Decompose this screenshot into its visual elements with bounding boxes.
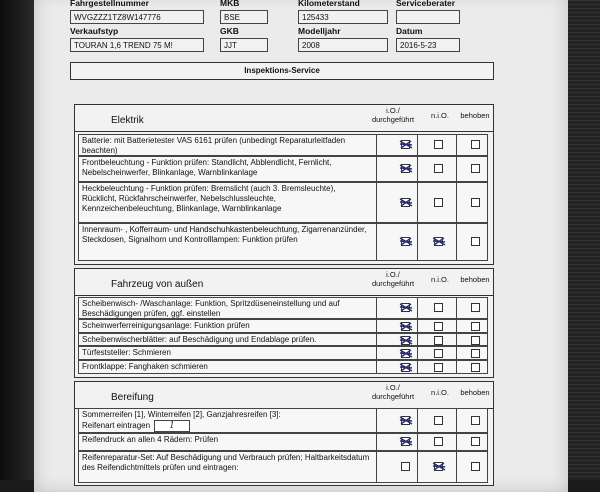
row-text: Scheibenwisch- /Waschanlage: Funktion, Spritzdüseneinstellung und auf Beschädigungen prüfen, ggf. einstellen	[82, 299, 340, 318]
checkbox-behoben[interactable]	[471, 303, 480, 312]
modelljahr-label: Modelljahr	[298, 26, 341, 36]
cell-nio	[417, 135, 456, 155]
cell-io	[376, 334, 417, 345]
section-title: Bereifung	[111, 392, 154, 403]
cell-behoben	[456, 320, 489, 332]
gkb-field: JJT	[220, 38, 268, 52]
checkbox-nio[interactable]	[434, 349, 443, 358]
cell-behoben	[456, 298, 489, 318]
check-mark-icon	[399, 163, 411, 173]
checkbox-behoben[interactable]	[471, 237, 480, 246]
cell-io	[376, 224, 417, 260]
cell-nio	[417, 347, 456, 359]
checkbox-nio[interactable]	[434, 416, 443, 425]
cell-io	[376, 135, 417, 155]
cell-nio	[417, 409, 456, 432]
check-mark-icon	[432, 461, 444, 471]
fahrgestell-label: Fahrgestellnummer	[70, 0, 149, 8]
section-3	[74, 381, 494, 486]
cell-io	[376, 347, 417, 359]
cell-io	[376, 409, 417, 432]
check-mark-icon	[399, 236, 411, 246]
checklist-row	[78, 156, 488, 182]
cell-behoben	[456, 434, 489, 450]
checkbox-behoben[interactable]	[471, 416, 480, 425]
cell-nio	[417, 157, 456, 181]
mkb-field: BSE	[220, 10, 268, 24]
section-header	[75, 105, 493, 132]
tire-type-field[interactable]: 1	[154, 420, 190, 432]
checkbox-behoben[interactable]	[471, 140, 480, 149]
background-left	[0, 0, 34, 480]
check-mark-icon	[399, 436, 411, 446]
cell-io	[376, 434, 417, 450]
col-header-io: i.O./ durchgeführt	[371, 106, 415, 124]
modelljahr-field: 2008	[298, 38, 388, 52]
col-header-behoben: behoben	[460, 388, 490, 397]
checkbox-behoben[interactable]	[471, 336, 480, 345]
cell-behoben	[456, 361, 489, 373]
cell-nio	[417, 434, 456, 450]
checkbox-behoben[interactable]	[471, 462, 480, 471]
cell-nio	[417, 361, 456, 373]
cell-behoben	[456, 183, 489, 222]
row-text: Reifenreparatur-Set: Auf Beschädigung und Verbrauch prüfen; Haltbarkeitsdatum des Reifendichtmittels prüfen und eintragen:	[82, 453, 370, 472]
checklist-row	[78, 360, 488, 374]
cell-io	[376, 183, 417, 222]
verkaufstyp-label: Verkaufstyp	[70, 26, 119, 36]
checklist-row	[78, 182, 488, 223]
cell-nio	[417, 298, 456, 318]
service-field	[396, 10, 460, 24]
checkbox-behoben[interactable]	[471, 363, 480, 372]
col-header-io: i.O./ durchgeführt	[371, 383, 415, 401]
col-header-behoben: behoben	[460, 111, 490, 120]
cell-behoben	[456, 334, 489, 345]
gkb-label: GKB	[220, 26, 239, 36]
section-header	[75, 382, 493, 409]
row-text: Frontbeleuchtung - Funktion prüfen: Standlicht, Abblendlicht, Fernlicht, Nebelscheinwerfer, Blinkanlage, Warnblinkanlage	[82, 158, 332, 177]
checkbox-behoben[interactable]	[471, 164, 480, 173]
cell-nio	[417, 320, 456, 332]
background-right	[568, 0, 600, 480]
row-text: Türfeststeller: Schmieren	[82, 348, 171, 357]
check-mark-icon	[399, 335, 411, 345]
checklist-row	[78, 333, 488, 346]
cell-io	[376, 320, 417, 332]
col-header-behoben: behoben	[460, 275, 490, 284]
row-text: Innenraum- , Kofferraum- und Handschuhkastenbeleuchtung, Zigarrenanzünder, Steckdosen, Signalhorn und Kontrolllampen: Funktion prüfen	[82, 225, 367, 244]
checkbox-behoben[interactable]	[471, 349, 480, 358]
row-text: Scheinwerferreinigungsanlage: Funktion prüfen	[82, 321, 250, 330]
row-text-secondary: Reifenart eintragen	[82, 421, 151, 431]
cell-io	[376, 157, 417, 181]
checkbox-nio[interactable]	[434, 303, 443, 312]
check-mark-icon	[399, 415, 411, 425]
checklist-row	[78, 223, 488, 261]
checkbox-behoben[interactable]	[471, 322, 480, 331]
cell-io	[376, 361, 417, 373]
checklist-row	[78, 451, 488, 483]
check-mark-icon	[399, 348, 411, 358]
cell-behoben	[456, 157, 489, 181]
check-mark-icon	[399, 362, 411, 372]
cell-nio	[417, 224, 456, 260]
col-header-nio: n.i.O.	[431, 111, 449, 120]
checkbox-io[interactable]	[401, 462, 410, 471]
cell-io	[376, 298, 417, 318]
check-mark-icon	[399, 321, 411, 331]
check-mark-icon	[432, 236, 444, 246]
cell-io	[376, 452, 417, 482]
row-text: Scheibenwischerblätter: auf Beschädigung und Endablage prüfen.	[82, 335, 317, 344]
checklist-row	[78, 134, 488, 156]
section-header	[75, 269, 493, 296]
cell-behoben	[456, 347, 489, 359]
checkbox-nio[interactable]	[434, 322, 443, 331]
checkbox-nio[interactable]	[434, 198, 443, 207]
checklist-row	[78, 346, 488, 360]
cell-behoben	[456, 452, 489, 482]
cell-behoben	[456, 135, 489, 155]
mkb-label: MKB	[220, 0, 240, 8]
row-text: Batterie: mit Batterietester VAS 6161 prüfen (unbedingt Reparaturleitfaden beachten)	[82, 136, 346, 155]
checkbox-nio[interactable]	[434, 437, 443, 446]
service-label: Serviceberater	[396, 0, 456, 8]
checkbox-nio[interactable]	[434, 164, 443, 173]
cell-behoben	[456, 224, 489, 260]
cell-nio	[417, 452, 456, 482]
checklist-row	[78, 319, 488, 333]
checkbox-nio[interactable]	[434, 140, 443, 149]
check-mark-icon	[399, 139, 411, 149]
checkbox-behoben[interactable]	[471, 437, 480, 446]
cell-nio	[417, 334, 456, 345]
row-text: Heckbeleuchtung - Funktion prüfen: Bremslicht (auch 3. Bremsleuchte), Rücklicht, Rückfahrscheinwerfer, Nebelschlussleuchte, Kennzeichenbeleuchtung, Blinkanlage, Warnblinkanlage	[82, 184, 336, 213]
row-text: Frontklappe: Fanghaken schmieren	[82, 362, 208, 371]
checkbox-behoben[interactable]	[471, 198, 480, 207]
checkbox-nio[interactable]	[434, 363, 443, 372]
check-mark-icon	[399, 302, 411, 312]
verkaufstyp-field: TOURAN 1,6 TREND 75 M!	[70, 38, 204, 52]
col-header-io: i.O./ durchgeführt	[371, 270, 415, 288]
section-banner: Inspektions-Service	[70, 62, 494, 80]
km-field: 125433	[298, 10, 388, 24]
datum-label: Datum	[396, 26, 423, 36]
checklist-row	[78, 297, 488, 319]
checklist-row	[78, 433, 488, 451]
col-header-nio: n.i.O.	[431, 388, 449, 397]
checkbox-nio[interactable]	[434, 336, 443, 345]
row-text: Reifendruck an allen 4 Rädern: Prüfen	[82, 435, 219, 444]
km-label: Kilometerstand	[298, 0, 360, 8]
datum-field: 2016-5-23	[396, 38, 460, 52]
section-2	[74, 268, 494, 378]
col-header-nio: n.i.O.	[431, 275, 449, 284]
section-1	[74, 104, 494, 265]
fahrgestell-field: WVGZZZ1TZ8W147776	[70, 10, 204, 24]
section-title: Elektrik	[111, 115, 144, 126]
check-mark-icon	[399, 197, 411, 207]
checklist-row	[78, 408, 488, 433]
cell-nio	[417, 183, 456, 222]
row-text: Sommerreifen [1], Winterreifen [2], Ganzjahresreifen [3]:	[82, 410, 281, 419]
section-title: Fahrzeug von außen	[111, 279, 204, 290]
cell-behoben	[456, 409, 489, 432]
